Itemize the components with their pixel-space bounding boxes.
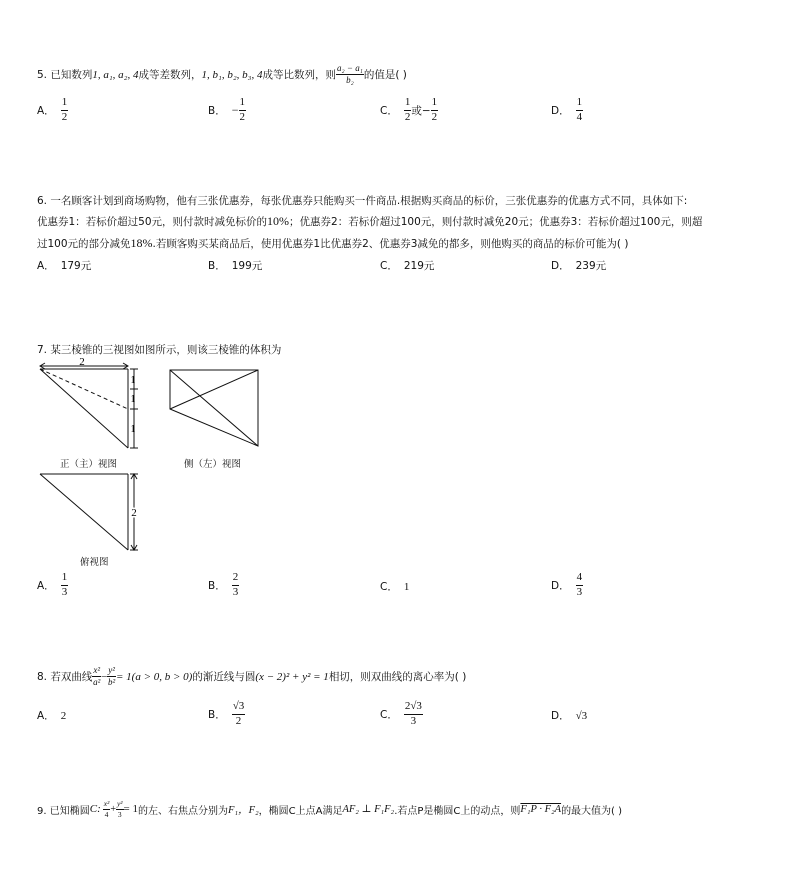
q7-option-b[interactable]: [208, 572, 239, 598]
q5-frac-den: b₂: [346, 75, 354, 86]
q7-option-a-num: 1: [61, 572, 69, 586]
q5-seq1: 1, a₁, a₂, 4: [92, 68, 139, 81]
q7-stem: 7. 某三棱锥的三视图如图所示，则该三棱锥的体积为: [37, 344, 282, 356]
q9-frac-y-num: y²: [116, 799, 123, 808]
q9-frac-y: [116, 800, 124, 819]
q5-option-c-num1: 1: [404, 97, 412, 111]
q9-text2: ，椭圆C上点A满足: [258, 805, 343, 817]
q5-stem: [37, 64, 407, 86]
q5-seq2: 1, b₁, b₂, b₃, 4: [201, 68, 263, 81]
q5-option-d-num: 1: [576, 97, 584, 111]
q6-option-b[interactable]: [208, 258, 262, 273]
q5-option-c-label: C．: [380, 104, 398, 117]
q8-option-c-frac: [404, 701, 423, 727]
q5-frac-num: a₂ − a₁: [336, 64, 364, 75]
front-view-diagram: [36, 356, 146, 452]
q8-option-b-num: √3: [232, 701, 246, 715]
q8-option-d-label: D．: [551, 710, 570, 722]
q5-option-d-label: D．: [551, 104, 570, 117]
q5-option-a-den: 2: [61, 110, 68, 123]
q7-option-a-label: A．: [37, 579, 55, 592]
q7-option-d-num: 4: [576, 572, 584, 586]
q8-stem: [37, 666, 466, 688]
q7-option-d-den: 3: [576, 585, 583, 598]
q5-suffix: 的值是( ): [363, 69, 407, 82]
q5-option-c-den1: 2: [404, 110, 411, 123]
q6-line3c: .若顾客购买某商品后，使用优惠券1比优惠券2、优惠券3减免的都多，则他购买的商品的标价可能为( ): [152, 238, 629, 250]
q5-option-b[interactable]: [208, 97, 246, 123]
q8-option-a-label: A．: [37, 710, 55, 722]
front-dim-1c: 1: [130, 424, 136, 435]
q8-frac-x-den: a²: [93, 677, 101, 688]
q8-prefix: 8. 若双曲线: [37, 671, 93, 684]
q7-option-a-den: 3: [61, 585, 68, 598]
q8-suffix: 相切，则双曲线的离心率为( ): [328, 671, 467, 684]
q6-line2: [37, 214, 702, 229]
q5-option-b-label: B．: [208, 104, 226, 117]
q9-C: C:: [89, 803, 101, 816]
q9-text3: .若点P是椭圆C上的动点，则: [394, 805, 521, 817]
q6-option-d-label: D．: [551, 260, 570, 272]
q6-option-c-value: 219元: [403, 260, 435, 272]
q8-option-a[interactable]: [37, 708, 66, 723]
q7-option-c[interactable]: [380, 579, 409, 594]
q5-mid2: 成等比数列，则: [262, 69, 336, 82]
q7-option-c-label: C．: [380, 581, 398, 593]
side-view-diagram: [166, 366, 262, 450]
q8-circle: (x − 2)² + y² = 1: [255, 670, 329, 683]
front-dim-2: 2: [79, 356, 85, 368]
q9-frac-y-den: 3: [117, 809, 122, 819]
q9-frac-x: [103, 800, 111, 819]
top-view-diagram: [36, 470, 148, 554]
q8-option-c-label: C．: [380, 708, 398, 721]
q8-option-c[interactable]: [380, 701, 423, 727]
top-dim-2: 2: [131, 507, 137, 519]
q7-option-b-den: 3: [232, 585, 239, 598]
q8-minus: −: [101, 670, 108, 683]
q5-mid1: 成等差数列，: [138, 69, 202, 82]
q6-option-a-label: A．: [37, 260, 55, 272]
q7-option-b-label: B．: [208, 579, 226, 592]
q9-text4: 的最大值为( ): [561, 805, 623, 817]
q5-fraction: [336, 64, 364, 86]
front-edge-hyp: [40, 369, 128, 448]
q5-prefix: 5. 已知数列: [37, 69, 93, 82]
q8-frac-x: [92, 666, 101, 688]
q5-option-b-num: 1: [239, 97, 247, 111]
q6-option-b-label: B．: [208, 260, 226, 272]
q8-option-b-frac: [232, 701, 246, 727]
q6-option-d[interactable]: [551, 258, 606, 273]
q6-option-c-label: C．: [380, 260, 398, 272]
q5-option-c-num2: 1: [431, 97, 439, 111]
q6-line3b: 18%: [130, 236, 153, 250]
q8-option-b[interactable]: [208, 701, 245, 727]
q7-option-a[interactable]: [37, 572, 68, 598]
q5-option-a-num: 1: [61, 97, 69, 111]
q5-option-d-den: 4: [576, 110, 583, 123]
q8-option-d[interactable]: [551, 708, 587, 723]
q5-option-c[interactable]: [380, 97, 438, 123]
q5-option-d-frac: [576, 97, 584, 123]
q7-option-a-frac: [61, 572, 69, 598]
q6-option-a[interactable]: [37, 258, 91, 273]
q9-stem: [37, 800, 622, 819]
front-dim-1b: 1: [130, 394, 136, 405]
q8-option-b-den: 2: [235, 714, 242, 727]
side-view-caption: 侧（左）视图: [184, 459, 242, 470]
q6-option-a-value: 179元: [60, 260, 92, 272]
side-diag-1: [170, 370, 258, 446]
q5-option-b-frac: [239, 97, 247, 123]
q8-frac-y: [107, 666, 116, 688]
q9-eq-rest: = 1: [123, 803, 138, 816]
q6-line2b: 10%: [267, 214, 290, 228]
front-edge-dashed: [40, 369, 128, 409]
q8-option-c-num: 2√3: [404, 701, 423, 715]
q8-option-b-label: B．: [208, 708, 226, 721]
q8-option-c-den: 3: [410, 714, 417, 727]
q5-option-d[interactable]: [551, 97, 583, 123]
q6-line1: 6. 一名顾客计划到商场购物，他有三张优惠券，每张优惠券只能购买一件商品.根据购买商品的标价，三张优惠券的优惠方式不同，具体如下:: [37, 195, 688, 207]
q5-option-b-sign: −: [231, 102, 239, 117]
q6-option-b-value: 199元: [231, 260, 263, 272]
front-dim-1a: 1: [130, 375, 136, 386]
q8-frac-x-num: x²: [92, 666, 101, 677]
q7-option-b-frac: [232, 572, 240, 598]
q6-option-d-value: 239元: [575, 260, 607, 272]
q9-text1: 的左、右焦点分别为: [138, 805, 228, 817]
q9-vec: F₁P · F₂A: [520, 803, 562, 815]
q9-cond: AF₂ ⊥ F₁F₂: [342, 804, 395, 816]
side-diag-2: [170, 370, 258, 409]
q5-option-a-label: A．: [37, 104, 55, 117]
q9-plus: +: [110, 803, 116, 815]
top-edge-hyp: [40, 474, 128, 550]
q8-option-a-value: 2: [60, 709, 67, 722]
q8-option-d-value: √3: [575, 709, 588, 722]
q5-option-c-frac2: [431, 97, 439, 123]
q8-mid: 的渐近线与圆: [192, 671, 256, 684]
q9-F1F2: F₁，F₂: [228, 804, 259, 816]
q6-line3: [37, 236, 628, 251]
q5-option-a-frac: [61, 97, 69, 123]
q9-prefix: 9. 已知椭圆: [37, 805, 90, 817]
q7-option-d[interactable]: [551, 572, 583, 598]
q6-option-c[interactable]: [380, 258, 434, 273]
q7-option-d-frac: [576, 572, 584, 598]
q5-option-c-or: 或−: [411, 104, 431, 117]
q9-frac-x-num: x²: [103, 799, 110, 808]
q7-option-c-value: 1: [403, 580, 410, 593]
q8-frac-y-num: y²: [107, 666, 116, 677]
q7-option-d-label: D．: [551, 579, 570, 592]
q8-frac-y-den: b²: [108, 677, 116, 688]
q6-line2c: ；优惠券2：若标价超过100元，则付款时减免20元；优惠券3：若标价超过100元，则超: [289, 216, 703, 228]
q6-line3a: 过100元的部分减免: [37, 238, 131, 250]
q6-line2a: 优惠券1：若标价超过50元，则付款时减免标价的: [37, 216, 268, 228]
q5-option-b-den: 2: [239, 110, 245, 123]
top-view-caption: 俯视图: [80, 557, 109, 568]
front-view-caption: 正（主）视图: [60, 459, 118, 470]
q5-option-a[interactable]: [37, 97, 68, 123]
q5-option-c-frac1: [404, 97, 412, 123]
q5-option-c-den2: 2: [431, 110, 438, 123]
q9-frac-x-den: 4: [104, 809, 109, 819]
q8-eq-rest: = 1(a > 0, b > 0): [115, 670, 193, 683]
q7-option-b-num: 2: [232, 572, 240, 586]
